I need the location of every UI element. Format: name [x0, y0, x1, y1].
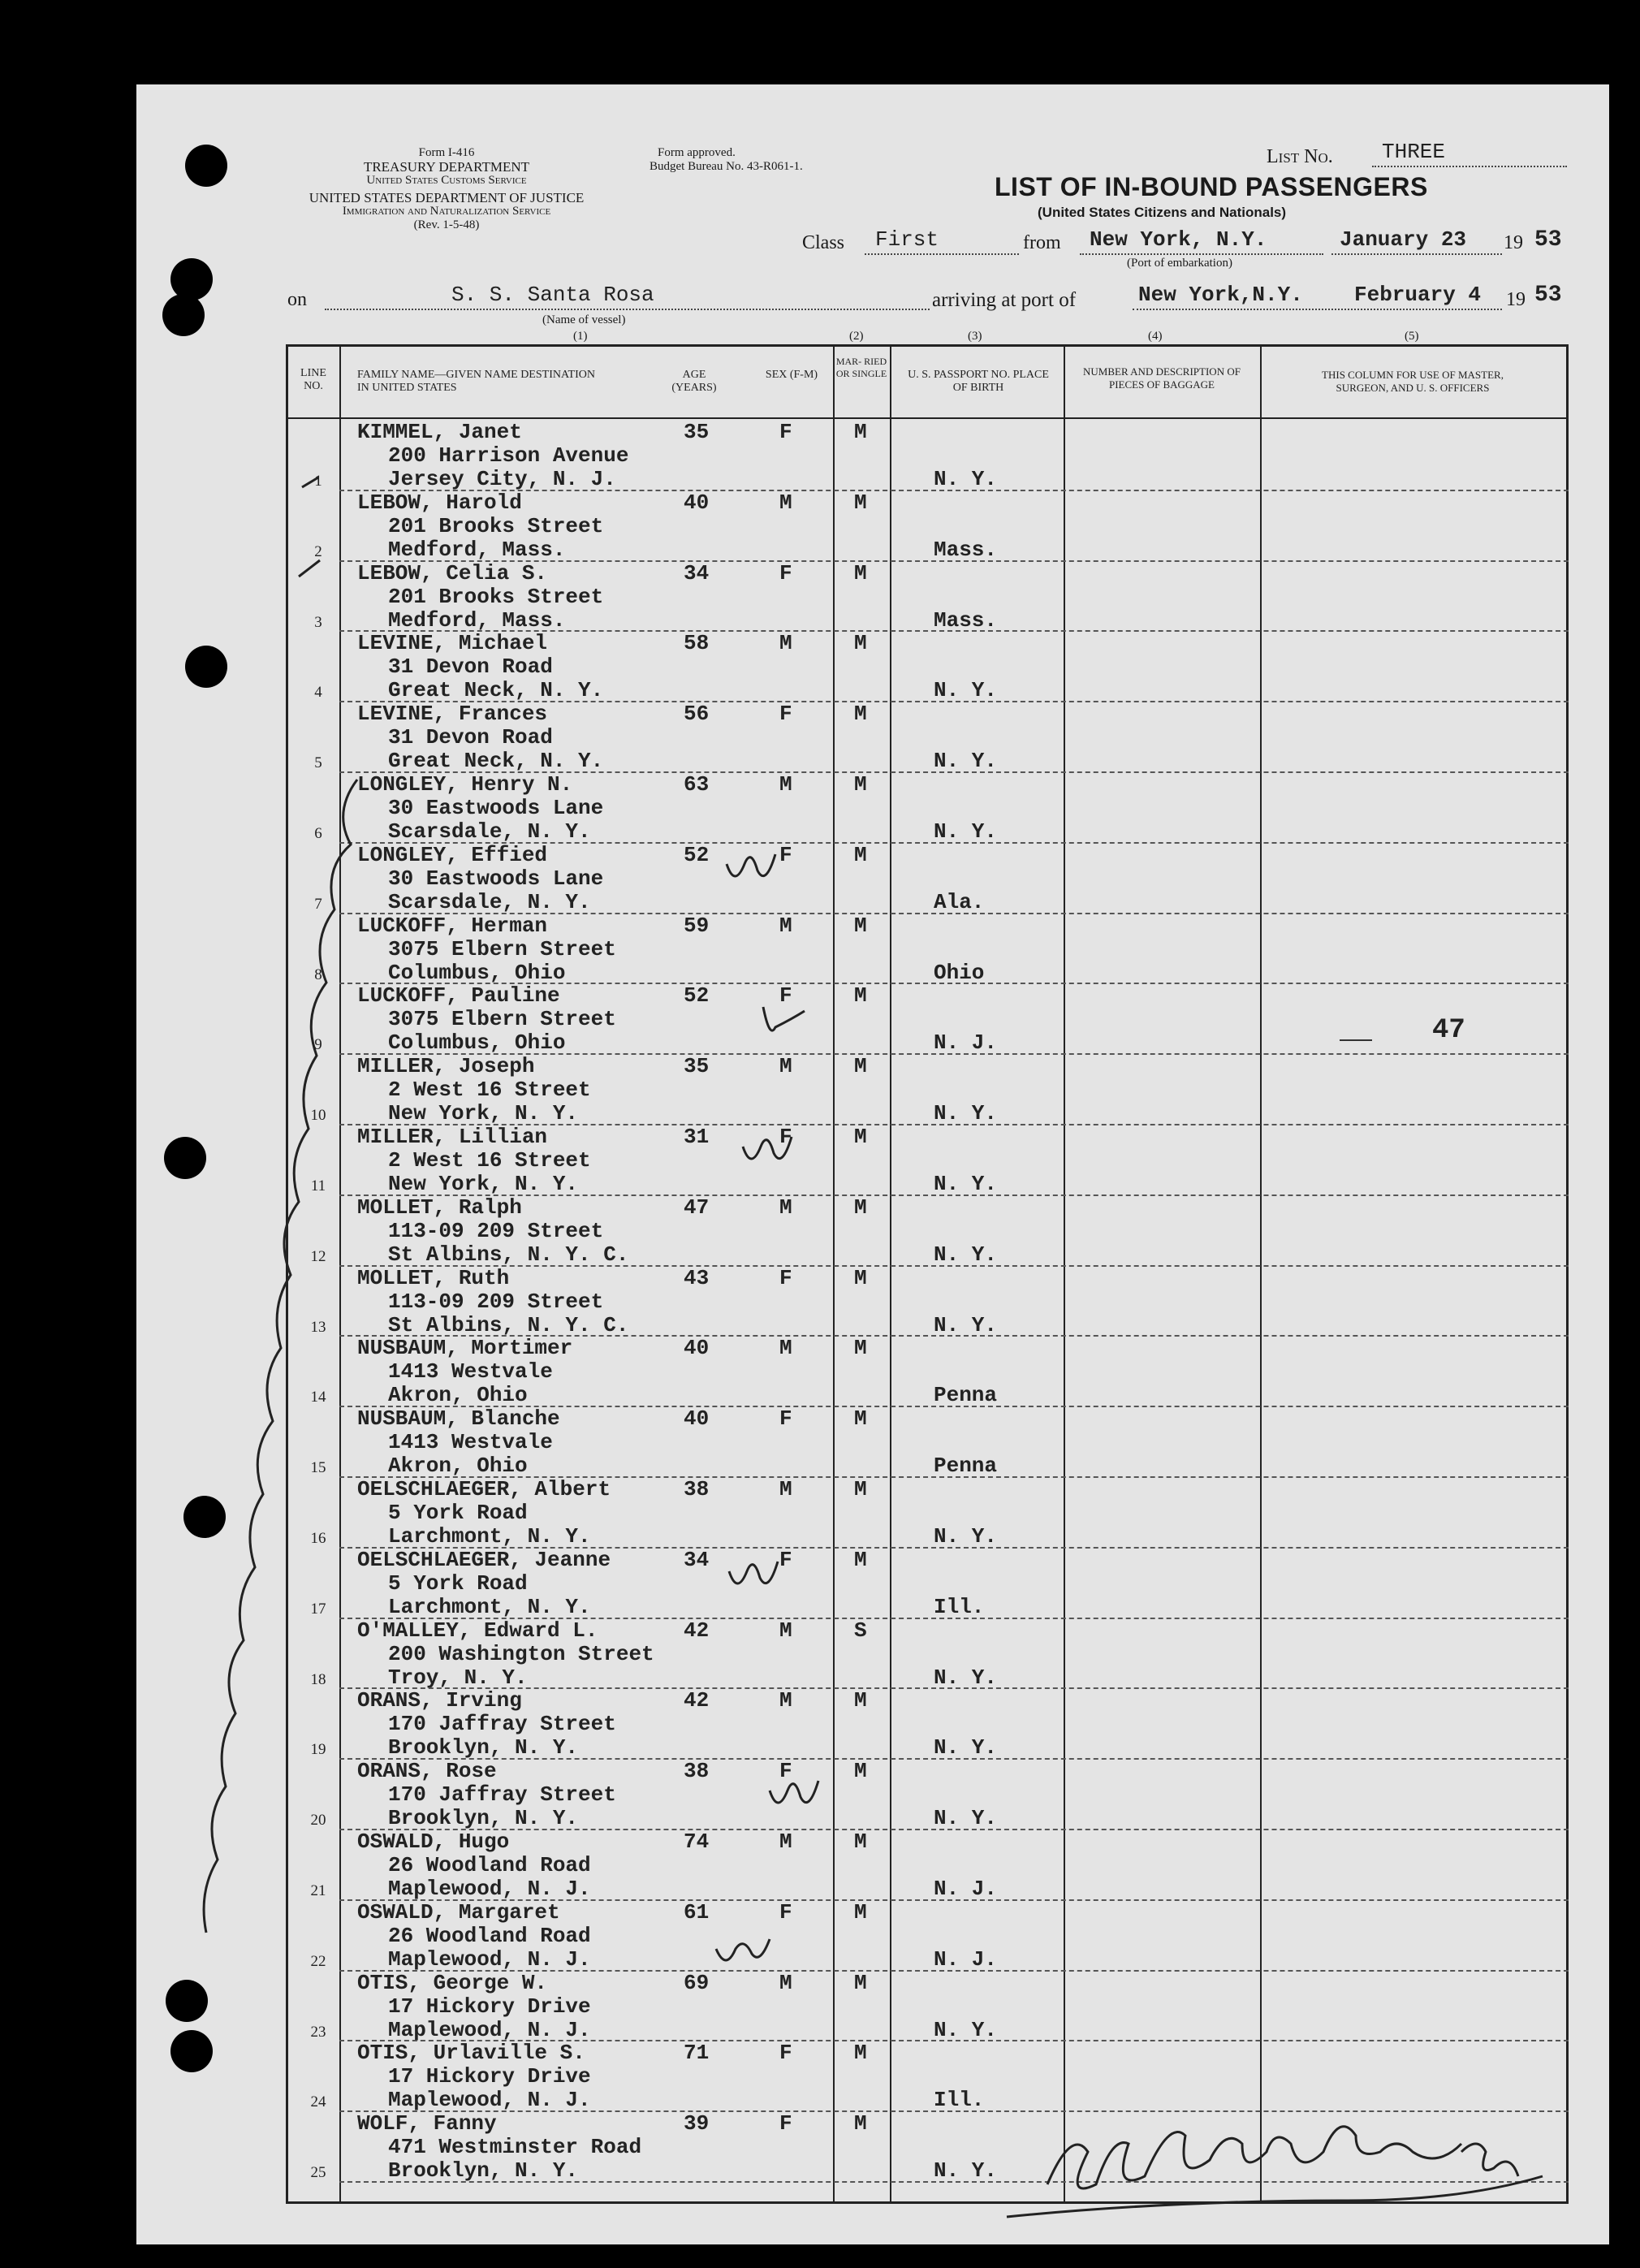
line-number: 14	[310, 1389, 326, 1406]
passenger-city: Maplewood, N. J.	[388, 1877, 591, 1901]
check-mark	[770, 1781, 818, 1803]
page-subtitle: (United States Citizens and Nationals)	[1038, 205, 1287, 220]
passenger-birthplace: N. Y.	[934, 1172, 998, 1196]
arrival-date: February 4	[1354, 283, 1482, 307]
bracket-mark	[204, 780, 357, 1933]
passenger-name: OELSCHLAEGER, Albert	[357, 1477, 611, 1501]
line-number: 7	[314, 895, 322, 913]
passenger-age: 38	[684, 1759, 710, 1784]
passenger-marital: M	[854, 1125, 867, 1149]
passenger-city: Columbus, Ohio	[388, 960, 566, 985]
passenger-city: Scarsdale, N. Y.	[388, 889, 591, 914]
col-num-1: (1)	[573, 330, 588, 343]
passenger-marital: M	[854, 420, 867, 444]
passenger-city: Maplewood, N. J.	[388, 2017, 591, 2042]
line-number: 21	[310, 1882, 326, 1899]
passenger-address: 201 Brooks Street	[388, 584, 604, 609]
line-number: 9	[314, 1036, 322, 1054]
passenger-address: 2 West 16 Street	[388, 1148, 591, 1173]
line-number: 13	[310, 1318, 326, 1336]
passenger-birthplace: Penna	[934, 1383, 998, 1408]
passenger-birthplace: N. Y.	[934, 1101, 998, 1126]
passenger-sex: M	[779, 1194, 792, 1220]
passenger-address: 3075 Elbern Street	[388, 1007, 616, 1032]
passenger-sex: M	[779, 1477, 792, 1501]
line-number: 16	[310, 1530, 326, 1547]
passenger-birthplace: N. Y.	[934, 1806, 998, 1831]
check-mark	[763, 1007, 805, 1030]
passenger-marital: M	[854, 913, 867, 938]
line-number: 11	[310, 1177, 326, 1194]
passenger-birthplace: N. Y.	[934, 2017, 998, 2042]
passenger-marital: M	[854, 1406, 867, 1432]
list-no-label: List No.	[1267, 146, 1333, 167]
passenger-age: 42	[684, 1618, 710, 1643]
passenger-birthplace: Ill.	[934, 1594, 985, 1619]
passenger-name: OSWALD, Hugo	[357, 1830, 510, 1854]
passenger-marital: M	[854, 1830, 867, 1854]
passenger-birthplace: N. Y.	[934, 1735, 998, 1760]
passenger-birthplace: N. Y.	[934, 467, 998, 491]
line-number: 15	[310, 1459, 326, 1477]
passenger-address: 113-09 209 Street	[388, 1218, 604, 1243]
passenger-address: 1413 Westvale	[388, 1430, 553, 1455]
col-header-married: MAR- RIED OR SINGLE	[835, 356, 887, 379]
passenger-sex: M	[779, 772, 792, 797]
line-number: 6	[314, 825, 322, 842]
passenger-marital: M	[854, 1477, 867, 1501]
passenger-birthplace: N. Y.	[934, 749, 998, 774]
passenger-city: St Albins, N. Y. C.	[388, 1312, 629, 1337]
col-header-passport: U. S. PASSPORT NO. PLACE OF BIRTH	[908, 369, 1049, 394]
signature-scribble	[974, 2103, 1591, 2241]
passenger-age: 61	[684, 1899, 710, 1925]
passenger-name: OTIS, Urlaville S.	[357, 2041, 585, 2066]
passenger-age: 35	[684, 1054, 710, 1079]
arrival-port: New York,N.Y.	[1138, 283, 1303, 307]
passenger-address: 113-09 209 Street	[388, 1289, 604, 1314]
line-number: 20	[310, 1812, 326, 1830]
revision: (Rev. 1-5-48)	[413, 218, 480, 231]
passenger-birthplace: N. Y.	[934, 1312, 998, 1337]
passenger-name: LUCKOFF, Pauline	[357, 983, 560, 1009]
passenger-name: MOLLET, Ralph	[357, 1194, 522, 1220]
line-number: 5	[314, 754, 322, 772]
passenger-sex: M	[779, 1618, 792, 1643]
passenger-city: Brooklyn, N. Y.	[388, 1735, 579, 1760]
passenger-sex: M	[779, 490, 792, 515]
passenger-city: Larchmont, N. Y.	[388, 1594, 591, 1619]
line-number: 19	[310, 1741, 326, 1759]
passenger-marital: M	[854, 1336, 867, 1361]
passenger-city: St Albins, N. Y. C.	[388, 1242, 629, 1267]
passenger-marital: M	[854, 2041, 867, 2066]
passenger-city: Great Neck, N. Y.	[388, 749, 604, 774]
passenger-city: Scarsdale, N. Y.	[388, 819, 591, 844]
passenger-marital: M	[854, 702, 867, 727]
passenger-city: Columbus, Ohio	[388, 1030, 566, 1056]
passenger-birthplace: N. Y.	[934, 2158, 998, 2184]
passenger-address: 31 Devon Road	[388, 654, 553, 680]
passenger-birthplace: N. Y.	[934, 1242, 998, 1267]
passenger-address: 201 Brooks Street	[388, 513, 604, 538]
passenger-name: LEBOW, Harold	[357, 490, 522, 515]
passenger-city: Akron, Ohio	[388, 1383, 528, 1408]
passenger-sex: F	[779, 1406, 792, 1432]
justice-dept: UNITED STATES DEPARTMENT OF JUSTICE	[309, 190, 585, 205]
tick	[299, 560, 320, 577]
passenger-marital: M	[854, 1054, 867, 1079]
passenger-birthplace: Mass.	[934, 607, 998, 633]
passenger-marital: S	[854, 1618, 867, 1643]
passenger-address: 26 Woodland Road	[388, 1853, 591, 1877]
passenger-marital: M	[854, 2111, 867, 2136]
passenger-sex: M	[779, 1336, 792, 1361]
passenger-city: New York, N. Y.	[388, 1101, 579, 1126]
line-number: 10	[310, 1107, 326, 1125]
passenger-sex: F	[779, 1125, 792, 1149]
passenger-city: Jersey City, N. J.	[388, 467, 616, 491]
check-mark	[727, 854, 775, 876]
passenger-sex: F	[779, 2041, 792, 2066]
passenger-birthplace: N. Y.	[934, 819, 998, 844]
line-number: 12	[310, 1247, 326, 1265]
passenger-address: 170 Jaffray Street	[388, 1712, 616, 1737]
dep-year: 53	[1534, 227, 1562, 253]
passenger-marital: M	[854, 1265, 867, 1290]
passenger-sex: F	[779, 2111, 792, 2136]
passenger-marital: M	[854, 1688, 867, 1713]
form-approved: Form approved.	[658, 146, 736, 159]
passenger-age: 59	[684, 913, 710, 938]
passenger-name: MILLER, Lillian	[357, 1125, 548, 1149]
col-num-2: (2)	[849, 330, 864, 343]
passenger-city: Larchmont, N. Y.	[388, 1524, 591, 1549]
passenger-sex: F	[779, 1265, 792, 1290]
passenger-marital: M	[854, 560, 867, 585]
passenger-sex: F	[779, 1899, 792, 1925]
passenger-age: 52	[684, 842, 710, 867]
passenger-marital: M	[854, 1899, 867, 1925]
passenger-address: 17 Hickory Drive	[388, 1994, 591, 2019]
passenger-sex: M	[779, 1054, 792, 1079]
passenger-birthplace: N. J.	[934, 1877, 998, 1901]
passenger-address: 170 Jaffray Street	[388, 1782, 616, 1808]
arr-year-prefix: 19	[1506, 289, 1526, 310]
passenger-age: 31	[684, 1125, 710, 1149]
passenger-sex: F	[779, 1759, 792, 1784]
line-number: 23	[310, 2023, 326, 2041]
officer-mark: 47	[1432, 1015, 1465, 1046]
vessel-name: S. S. Santa Rosa	[451, 283, 654, 307]
line-number: 17	[310, 1600, 326, 1618]
line-number: 24	[310, 2093, 326, 2111]
passenger-marital: M	[854, 772, 867, 797]
col-num-3: (3)	[968, 330, 982, 343]
col-num-5: (5)	[1405, 330, 1419, 343]
passenger-age: 38	[684, 1477, 710, 1501]
port-embark-label: (Port of embarkation)	[1127, 257, 1232, 270]
tick	[302, 477, 318, 487]
passenger-address: 30 Eastwoods Lane	[388, 796, 604, 820]
arriving-label: arriving at port of	[932, 289, 1077, 311]
check-mark	[743, 1137, 792, 1159]
passenger-name: WOLF, Fanny	[357, 2111, 497, 2136]
from-value: New York, N.Y.	[1090, 227, 1267, 252]
passenger-age: 56	[684, 702, 710, 727]
passenger-address: 2 West 16 Street	[388, 1078, 591, 1103]
passenger-sex: M	[779, 1970, 792, 1995]
line-number: 2	[314, 542, 322, 560]
passenger-birthplace: N. J.	[934, 1946, 998, 1972]
passenger-sex: F	[779, 560, 792, 585]
line-number: 8	[314, 966, 322, 983]
passenger-age: 34	[684, 560, 710, 585]
passenger-address: 5 York Road	[388, 1501, 528, 1525]
passenger-sex: M	[779, 631, 792, 656]
passenger-address: 26 Woodland Road	[388, 1923, 591, 1948]
passenger-name: MILLER, Joseph	[357, 1054, 535, 1079]
vessel-label: (Name of vessel)	[542, 313, 626, 326]
passenger-city: Akron, Ohio	[388, 1454, 528, 1479]
line-number: 1	[314, 473, 322, 490]
passenger-age: 40	[684, 1406, 710, 1432]
list-no-value: THREE	[1382, 140, 1446, 164]
passenger-birthplace: Ill.	[934, 2088, 985, 2113]
passenger-birthplace: N. Y.	[934, 678, 998, 703]
passenger-marital: M	[854, 490, 867, 515]
col-num-4: (4)	[1148, 330, 1163, 343]
passenger-age: 47	[684, 1194, 710, 1220]
check-mark	[716, 1939, 770, 1960]
line-number: 3	[314, 613, 322, 631]
passenger-name: MOLLET, Ruth	[357, 1265, 510, 1290]
departure-date: January 23	[1340, 227, 1467, 252]
passenger-address: 200 Washington Street	[388, 1641, 654, 1666]
passenger-name: OELSCHLAEGER, Jeanne	[357, 1547, 611, 1572]
passenger-name: O'MALLEY, Edward L.	[357, 1618, 598, 1643]
class-value: First	[875, 227, 939, 252]
passenger-age: 69	[684, 1970, 710, 1995]
passenger-name: OSWALD, Margaret	[357, 1899, 560, 1925]
col-header-baggage: NUMBER AND DESCRIPTION OF PIECES OF BAGGAGE	[1083, 365, 1241, 391]
passenger-name: ORANS, Rose	[357, 1759, 497, 1784]
passenger-city: New York, N. Y.	[388, 1172, 579, 1196]
passenger-address: 3075 Elbern Street	[388, 936, 616, 961]
passenger-age: 74	[684, 1830, 710, 1854]
passenger-sex: M	[779, 1830, 792, 1854]
passenger-age: 43	[684, 1265, 710, 1290]
passenger-name: LEVINE, Michael	[357, 631, 548, 656]
passenger-marital: M	[854, 983, 867, 1009]
from-label: from	[1023, 232, 1061, 253]
passenger-city: Brooklyn, N. Y.	[388, 1806, 579, 1831]
line-number: 25	[310, 2164, 326, 2182]
passenger-sex: F	[779, 842, 792, 867]
passenger-sex: F	[779, 983, 792, 1009]
ins-service: Immigration and Naturalization Service	[342, 205, 551, 218]
passenger-address: 200 Harrison Avenue	[388, 443, 629, 468]
col-header-sex: SEX (F-M)	[765, 369, 818, 381]
passenger-age: 71	[684, 2041, 710, 2066]
passenger-birthplace: N. Y.	[934, 1665, 998, 1690]
passenger-age: 35	[684, 420, 710, 444]
on-label: on	[287, 289, 307, 310]
passenger-age: 39	[684, 2111, 710, 2136]
passenger-name: NUSBAUM, Blanche	[357, 1406, 560, 1432]
passenger-sex: F	[779, 702, 792, 727]
budget-bureau: Budget Bureau No. 43-R061-1.	[650, 160, 803, 173]
form-number: Form I-416	[418, 146, 475, 159]
passenger-name: ORANS, Irving	[357, 1688, 522, 1713]
customs-service: United States Customs Service	[366, 174, 527, 187]
passenger-birthplace: Ohio	[934, 960, 985, 985]
passenger-age: 40	[684, 1336, 710, 1361]
treasury-dept: TREASURY DEPARTMENT	[363, 159, 530, 175]
passenger-city: Brooklyn, N. Y.	[388, 2158, 579, 2184]
passenger-address: 1413 Westvale	[388, 1359, 553, 1385]
passenger-marital: M	[854, 1194, 867, 1220]
line-number: 18	[310, 1670, 326, 1688]
passenger-name: OTIS, George W.	[357, 1970, 548, 1995]
check-mark	[729, 1562, 778, 1583]
passenger-age: 40	[684, 490, 710, 515]
passenger-age: 63	[684, 772, 710, 797]
passenger-city: Medford, Mass.	[388, 607, 566, 633]
line-number: 22	[310, 1952, 326, 1970]
passenger-city: Maplewood, N. J.	[388, 1946, 591, 1972]
dep-year-prefix: 19	[1504, 232, 1523, 253]
line-number: 4	[314, 684, 322, 702]
passenger-age: 34	[684, 1547, 710, 1572]
passenger-age: 58	[684, 631, 710, 656]
passenger-name: LONGLEY, Henry N.	[357, 772, 573, 797]
passenger-birthplace: Mass.	[934, 537, 998, 562]
passenger-sex: F	[779, 1547, 792, 1572]
passenger-city: Medford, Mass.	[388, 537, 566, 562]
passenger-marital: M	[854, 1970, 867, 1995]
col-header-name: FAMILY NAME—GIVEN NAME DESTINATION IN UNITED STATES	[357, 369, 595, 394]
passenger-name: LONGLEY, Effied	[357, 842, 548, 867]
class-label: Class	[802, 232, 845, 253]
passenger-city: Maplewood, N. J.	[388, 2088, 591, 2113]
passenger-birthplace: Ala.	[934, 889, 985, 914]
passenger-age: 52	[684, 983, 710, 1009]
passenger-name: LUCKOFF, Herman	[357, 913, 548, 938]
passenger-name: NUSBAUM, Mortimer	[357, 1336, 573, 1361]
passenger-marital: M	[854, 1547, 867, 1572]
passenger-name: LEVINE, Frances	[357, 702, 548, 727]
passenger-city: Troy, N. Y.	[388, 1665, 528, 1690]
col-header-line: LINE NO.	[300, 367, 326, 392]
passenger-city: Great Neck, N. Y.	[388, 678, 604, 703]
passenger-sex: F	[779, 420, 792, 444]
passenger-sex: M	[779, 1688, 792, 1713]
passenger-address: 31 Devon Road	[388, 725, 553, 750]
passenger-sex: M	[779, 913, 792, 938]
arrival-year: 53	[1534, 283, 1562, 308]
passenger-address: 5 York Road	[388, 1570, 528, 1596]
passenger-birthplace: N. J.	[934, 1030, 998, 1056]
page-title: LIST OF IN-BOUND PASSENGERS	[995, 172, 1428, 201]
passenger-marital: M	[854, 1759, 867, 1784]
col-header-officers: THIS COLUMN FOR USE OF MASTER, SURGEON, AND U. S. OFFICERS	[1322, 369, 1504, 394]
passenger-address: 17 Hickory Drive	[388, 2064, 591, 2089]
passenger-birthplace: Penna	[934, 1454, 998, 1479]
col-header-age: AGE (YEARS)	[671, 369, 717, 394]
passenger-address: 30 Eastwoods Lane	[388, 866, 604, 891]
passenger-address: 471 Westminster Road	[388, 2135, 642, 2160]
passenger-marital: M	[854, 631, 867, 656]
passenger-name: LEBOW, Celia S.	[357, 560, 548, 585]
passenger-name: KIMMEL, Janet	[357, 420, 522, 444]
passenger-marital: M	[854, 842, 867, 867]
passenger-age: 42	[684, 1688, 710, 1713]
passenger-birthplace: N. Y.	[934, 1524, 998, 1549]
